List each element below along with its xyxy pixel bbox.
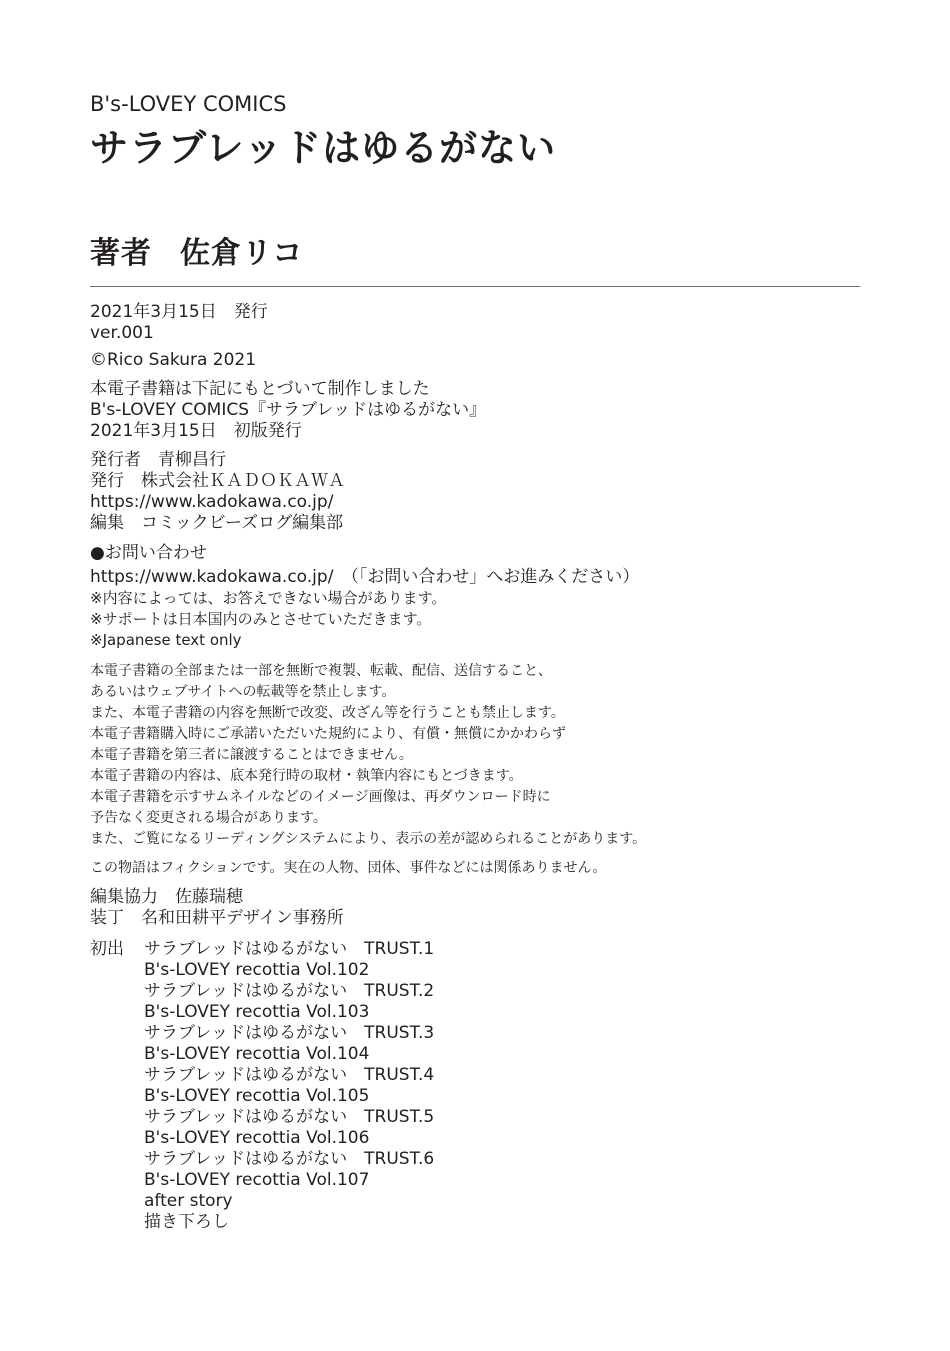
- publisher-line: 発行者 青柳昌行: [90, 450, 226, 470]
- contact-block: [90, 543, 860, 651]
- first-appearance-item: 描き下ろし: [144, 1212, 229, 1232]
- first-appearance-item: B's-LOVEY recottia Vol.106: [144, 1128, 370, 1148]
- publisher-line: 編集 コミックビーズログ編集部: [90, 513, 344, 533]
- source-block: [90, 379, 860, 442]
- first-appearance-list: [144, 939, 434, 1233]
- notice-line: 本電子書籍購入時にご承諾いただいた規約により、有償・無償にかかわらず: [90, 726, 566, 742]
- first-appearance-item: サラブレッドはゆるがない TRUST.4: [144, 1065, 435, 1085]
- first-appearance-item: サラブレッドはゆるがない TRUST.6: [144, 1149, 435, 1169]
- source-line: B's-LOVEY COMICS『サラブレッドはゆるがない』: [90, 400, 487, 420]
- notice-line: 本電子書籍の内容は、底本発行時の取材・執筆内容にもとづきます。: [90, 768, 523, 784]
- credit-line: 編集協力 佐藤瑞穂: [90, 887, 243, 907]
- colophon-page: [90, 90, 860, 1233]
- contact-note: ※サポートは日本国内のみとさせていただきます。: [90, 610, 432, 628]
- version: ver.001: [90, 323, 154, 343]
- publisher-url: https://www.kadokawa.co.jp/: [90, 492, 334, 512]
- author-line: [90, 234, 860, 274]
- fiction-block: [90, 858, 860, 879]
- fiction-disclaimer: この物語はフィクションです。実在の人物、団体、事件などには関係ありません。: [90, 860, 607, 876]
- notice-block: [90, 661, 860, 850]
- book-title: サラブレッドはゆるがない: [90, 126, 557, 170]
- author-label: 著者: [90, 236, 152, 271]
- first-appearance-item: サラブレッドはゆるがない TRUST.1: [144, 939, 435, 959]
- series-name: B's-LOVEY COMICS: [90, 92, 287, 116]
- first-appearance-item: サラブレッドはゆるがない TRUST.2: [144, 981, 435, 1001]
- first-appearance-item: サラブレッドはゆるがない TRUST.5: [144, 1107, 435, 1127]
- author-name: 佐倉リコ: [180, 236, 304, 271]
- divider: [90, 286, 860, 287]
- source-line: 2021年3月15日 初版発行: [90, 421, 302, 441]
- notice-line: また、本電子書籍の内容を無断で改変、改ざん等を行うことも禁止します。: [90, 705, 565, 721]
- notice-line: 本電子書籍を第三者に譲渡することはできません。: [90, 747, 413, 763]
- first-appearance-label: 初出: [90, 939, 124, 959]
- credits-block: [90, 887, 860, 929]
- contact-heading: ●お問い合わせ: [90, 543, 207, 563]
- contact-note: ※内容によっては、お答えできない場合があります。: [90, 589, 447, 607]
- publish-date: 2021年3月15日 発行: [90, 302, 268, 322]
- contact-url: https://www.kadokawa.co.jp/ （「お問い合わせ」へお進みください）: [90, 567, 640, 587]
- publisher-line: 発行 株式会社ＫＡＤＯＫＡＷＡ: [90, 471, 345, 491]
- first-appearance-item: B's-LOVEY recottia Vol.107: [144, 1170, 370, 1190]
- copyright-block: [90, 350, 860, 371]
- first-appearance-item: B's-LOVEY recottia Vol.104: [144, 1044, 370, 1064]
- source-line: 本電子書籍は下記にもとづいて制作しました: [90, 379, 430, 399]
- publish-info: [90, 302, 860, 344]
- notice-line: また、ご覧になるリーディングシステムにより、表示の差が認められることがあります。: [90, 831, 647, 847]
- first-appearance-item: B's-LOVEY recottia Vol.103: [144, 1002, 370, 1022]
- notice-line: 本電子書籍の全部または一部を無断で複製、転載、配信、送信すること、: [90, 663, 552, 679]
- first-appearance-item: B's-LOVEY recottia Vol.105: [144, 1086, 370, 1106]
- publisher-block: [90, 450, 860, 534]
- notice-line: あるいはウェブサイトへの転載等を禁止します。: [90, 684, 396, 700]
- first-appearance-item: after story: [144, 1191, 233, 1211]
- notice-line: 本電子書籍を示すサムネイルなどのイメージ画像は、再ダウンロード時に: [90, 789, 551, 805]
- first-appearance-item: サラブレッドはゆるがない TRUST.3: [144, 1023, 435, 1043]
- contact-note: ※Japanese text only: [90, 631, 242, 649]
- copyright: ©Rico Sakura 2021: [90, 350, 257, 370]
- first-appearance-item: B's-LOVEY recottia Vol.102: [144, 960, 370, 980]
- first-appearance-block: [90, 939, 860, 1233]
- notice-line: 予告なく変更される場合があります。: [90, 810, 327, 826]
- credit-line: 装丁 名和田耕平デザイン事務所: [90, 908, 344, 928]
